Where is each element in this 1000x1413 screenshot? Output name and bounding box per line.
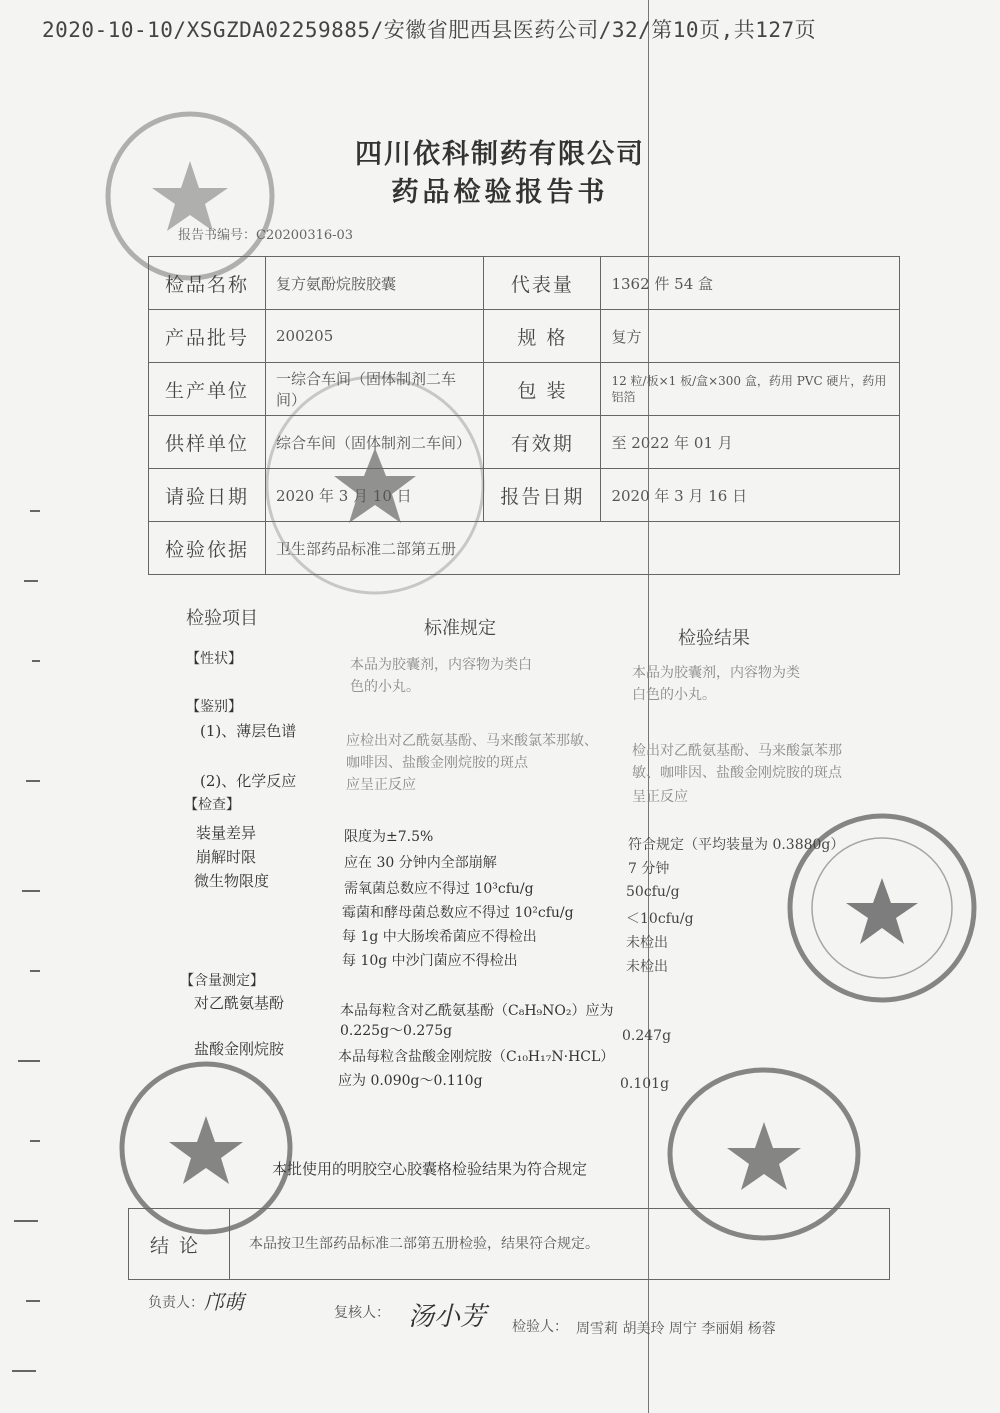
test-item: (1)、薄层色谱 bbox=[200, 722, 297, 740]
cell-value: 卫生部药品标准二部第五册 bbox=[266, 522, 900, 575]
cell-label: 产品批号 bbox=[149, 310, 266, 363]
reviewer-label: 复核人： bbox=[334, 1305, 390, 1321]
cell-value: 200205 bbox=[266, 310, 484, 363]
cell-value: 至 2022 年 01 月 bbox=[601, 416, 900, 469]
test-item: 对乙酰氨基酚 bbox=[194, 994, 285, 1012]
section-identification: 【鉴别】 bbox=[186, 699, 242, 715]
result-text: 未检出 bbox=[626, 959, 668, 975]
cell-value: 复方 bbox=[601, 310, 900, 363]
report-number-value: C20200316-03 bbox=[256, 228, 354, 243]
column-header-item: 检验项目 bbox=[186, 608, 258, 629]
cell-label: 生产单位 bbox=[149, 363, 266, 416]
result-text: 7 分钟 bbox=[628, 861, 670, 877]
reviewer-signature: 汤小芳 bbox=[408, 1302, 487, 1332]
section-appearance: 【性状】 bbox=[186, 651, 242, 667]
column-header-result: 检验结果 bbox=[678, 628, 750, 649]
section-inspection: 【检查】 bbox=[184, 797, 240, 813]
scan-fold-line bbox=[648, 0, 649, 1413]
table-row bbox=[149, 522, 900, 575]
standard-text: 咖啡因、盐酸金刚烷胺的斑点 bbox=[346, 755, 528, 771]
table-row bbox=[149, 257, 900, 310]
table-row bbox=[149, 310, 900, 363]
standard-text: 应为 0.090g～0.110g bbox=[338, 1073, 483, 1089]
result-text: 检出对乙酰氨基酚、马来酸氯苯那 bbox=[632, 743, 842, 759]
result-text: 50cfu/g bbox=[626, 884, 680, 900]
conclusion-label: 结论 bbox=[129, 1209, 230, 1279]
report-number bbox=[178, 224, 353, 243]
result-text: 0.101g bbox=[620, 1076, 670, 1092]
standard-text: 应检出对乙酰氨基酚、马来酸氯苯那敏、 bbox=[346, 733, 598, 749]
test-item: 装量差异 bbox=[196, 824, 257, 842]
result-text: 0.247g bbox=[622, 1028, 672, 1044]
test-item: 盐酸金刚烷胺 bbox=[194, 1040, 285, 1058]
standard-text: 本品每粒含盐酸金刚烷胺（C₁₀H₁₇N·HCL） bbox=[338, 1049, 615, 1065]
company-name: 四川依科制药有限公司 bbox=[355, 139, 645, 170]
standard-text: 霉菌和酵母菌总数应不得过 10²cfu/g bbox=[342, 905, 574, 921]
document-title: 药品检验报告书 bbox=[391, 177, 609, 208]
standard-text: 本品为胶囊剂，内容物为类白 bbox=[350, 657, 532, 673]
cell-value: 2020 年 3 月 16 日 bbox=[601, 469, 900, 522]
scan-margin-marks bbox=[4, 500, 44, 1400]
cell-label: 检验依据 bbox=[149, 522, 266, 575]
standard-text: 应呈正反应 bbox=[346, 777, 416, 793]
standard-text: 需氧菌总数应不得过 10³cfu/g bbox=[344, 881, 534, 897]
cell-label: 包 装 bbox=[484, 363, 601, 416]
column-header-standard: 标准规定 bbox=[424, 618, 496, 639]
product-info-table bbox=[148, 256, 900, 575]
archive-watermark: 2020-10-10/XSGZDA02259885/安徽省肥西县医药公司/32/第10页,共127页 bbox=[42, 18, 817, 42]
result-text: 敏、咖啡因、盐酸金刚烷胺的斑点 bbox=[632, 765, 842, 781]
result-text: 呈正反应 bbox=[632, 789, 688, 805]
cell-value: 综合车间（固体制剂二车间） bbox=[266, 416, 484, 469]
table-row bbox=[149, 363, 900, 416]
cell-value: 2020 年 3 月 10 日 bbox=[266, 469, 484, 522]
table-row bbox=[149, 469, 900, 522]
standard-text: 每 1g 中大肠埃希菌应不得检出 bbox=[342, 929, 537, 945]
cell-value: 复方氨酚烷胺胶囊 bbox=[266, 257, 484, 310]
cell-label: 有效期 bbox=[484, 416, 601, 469]
cell-value: 一综合车间（固体制剂二车间） bbox=[266, 363, 484, 416]
inspector-signatures: 周雪莉 胡美玲 周宁 李丽娟 杨蓉 bbox=[576, 1321, 776, 1337]
cell-label: 请验日期 bbox=[149, 469, 266, 522]
cell-label: 报告日期 bbox=[484, 469, 601, 522]
result-text: 本品为胶囊剂，内容物为类 bbox=[632, 665, 800, 681]
test-item: 崩解时限 bbox=[196, 848, 257, 866]
cell-label: 检品名称 bbox=[149, 257, 266, 310]
standard-text: 色的小丸。 bbox=[350, 679, 420, 695]
result-text: 白色的小丸。 bbox=[632, 687, 716, 703]
capsule-note: 本批使用的明胶空心胶囊格检验结果为符合规定 bbox=[272, 1160, 588, 1178]
table-row bbox=[149, 416, 900, 469]
result-text: 未检出 bbox=[626, 935, 668, 951]
report-number-label: 报告书编号： bbox=[178, 228, 257, 243]
test-item: (2)、化学反应 bbox=[200, 772, 297, 790]
standard-text: 限度为±7.5% bbox=[344, 829, 434, 845]
inspector-label: 检验人： bbox=[512, 1319, 568, 1335]
cell-label: 规 格 bbox=[484, 310, 601, 363]
section-assay: 【含量测定】 bbox=[180, 973, 264, 989]
cell-label: 供样单位 bbox=[149, 416, 266, 469]
cell-label: 代表量 bbox=[484, 257, 601, 310]
conclusion-text: 本品按卫生部药品标准二部第五册检验，结果符合规定。 bbox=[249, 1236, 599, 1252]
cell-value: 12 粒/板×1 板/盒×300 盒，药用 PVC 硬片，药用铝箔 bbox=[601, 363, 900, 416]
result-text: 符合规定（平均装量为 0.3880g） bbox=[628, 837, 845, 853]
cell-value: 1362 件 54 盒 bbox=[601, 257, 900, 310]
conclusion-box bbox=[128, 1208, 890, 1280]
standard-text: 每 10g 中沙门菌应不得检出 bbox=[342, 953, 518, 969]
standard-text: 本品每粒含对乙酰氨基酚（C₈H₉NO₂）应为 bbox=[340, 1003, 614, 1019]
leader-label: 负责人： bbox=[148, 1295, 204, 1311]
leader-signature: 邝萌 bbox=[204, 1290, 244, 1314]
result-text: ＜10cfu/g bbox=[626, 911, 694, 927]
standard-text: 0.225g～0.275g bbox=[340, 1023, 453, 1039]
test-item: 微生物限度 bbox=[194, 872, 270, 890]
standard-text: 应在 30 分钟内全部崩解 bbox=[344, 855, 497, 871]
